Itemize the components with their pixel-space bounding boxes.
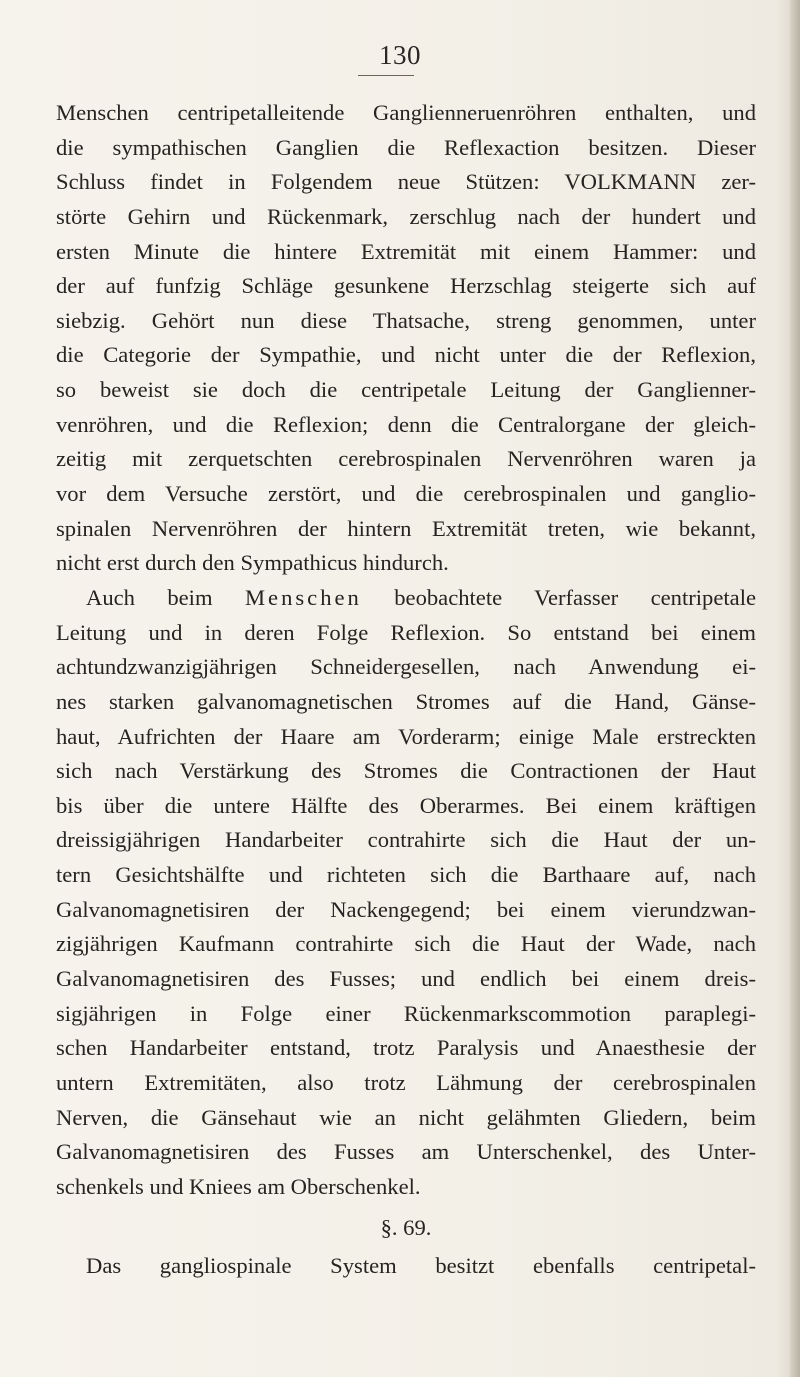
text-line: haut, Aufrichten der Haare am Vorderarm; einige Male erstreckten [56, 723, 756, 749]
text-line: Das gangliospinale System besitzt ebenfalls centripetal- [86, 1253, 756, 1279]
text-span: beobachtete Verfasser centripetale [361, 584, 756, 610]
text-line: achtundzwanzigjährigen Schneidergesellen, nach Anwendung ei- [56, 654, 756, 680]
emphasized-word: Menschen [244, 584, 362, 610]
text-line: nicht erst durch den Sympathicus hindurch. [56, 550, 449, 576]
text-line: Galvanomagnetisiren des Fusses am Unterschenkel, des Unter- [56, 1139, 756, 1165]
text-line: untern Extremitäten, also trotz Lähmung der cerebrospinalen [56, 1069, 756, 1095]
text-line: die Categorie der Sympathie, und nicht unter die der Reflexion, [56, 342, 756, 368]
page-edge-shadow [790, 0, 800, 1377]
text-line: zeitig mit zerquetschten cerebrospinalen Nervenröhren waren ja [56, 446, 756, 472]
text-line: ersten Minute die hintere Extremität mit einem Hammer: und [56, 238, 756, 264]
text-line: Galvanomagnetisiren des Fusses; und endlich bei einem dreis- [56, 966, 756, 992]
text-line: schen Handarbeiter entstand, trotz Paralysis und Anaesthesie der [56, 1035, 756, 1061]
text-line: der auf funfzig Schläge gesunkene Herzschlag steigerte sich auf [56, 273, 756, 299]
text-line: störte Gehirn und Rückenmark, zerschlug nach der hundert und [56, 203, 756, 229]
text-line: vor dem Versuche zerstört, und die cerebrospinalen und ganglio- [56, 481, 756, 507]
text-span: Auch beim [86, 584, 245, 610]
text-line: spinalen Nervenröhren der hintern Extremität treten, wie bekannt, [56, 515, 756, 541]
section-heading: §. 69. [380, 1214, 432, 1240]
text-line: Menschen centripetalleitende Ganglienneruenröhren enthalten, und [56, 100, 756, 125]
page-number: 130 [379, 40, 421, 70]
text-line: zigjährigen Kaufmann contrahirte sich die Haut der Wade, nach [56, 931, 756, 957]
text-line: sigjährigen in Folge einer Rückenmarkscommotion paraplegi- [56, 1000, 756, 1026]
text-line: sich nach Verstärkung des Stromes die Contractionen der Haut [56, 758, 756, 784]
text-line: bis über die untere Hälfte des Oberarmes. Bei einem kräftigen [56, 792, 756, 818]
text-line: Schluss findet in Folgendem neue Stützen: VOLKMANN zer- [56, 169, 756, 195]
text-line: venröhren, und die Reflexion; denn die Centralorgane der gleich- [56, 411, 756, 437]
text-line: Nerven, die Gänsehaut wie an nicht gelähmten Gliedern, beim [56, 1104, 756, 1130]
body-text [56, 96, 756, 1284]
text-line: siebzig. Gehört nun diese Thatsache, streng genommen, unter [56, 307, 756, 333]
text-line: schenkels und Kniees am Oberschenkel. [56, 1173, 421, 1199]
text-line: Leitung und in deren Folge Reflexion. So entstand bei einem [56, 619, 756, 645]
text-line: tern Gesichtshälfte und richteten sich die Barthaare auf, nach [56, 862, 756, 888]
text-line: die sympathischen Ganglien die Reflexaction besitzen. Dieser [56, 134, 756, 160]
text-line: Galvanomagnetisiren der Nackengegend; bei einem vierundzwan- [56, 896, 756, 922]
text-line: nes starken galvanomagnetischen Stromes auf die Hand, Gänse- [56, 688, 756, 714]
page-number-underline [358, 75, 414, 76]
paragraph-first-line [56, 581, 756, 616]
text-line: dreissigjährigen Handarbeiter contrahirte sich die Haut der un- [56, 827, 756, 853]
text-line: so beweist sie doch die centripetale Leitung der Ganglienner- [56, 377, 756, 403]
